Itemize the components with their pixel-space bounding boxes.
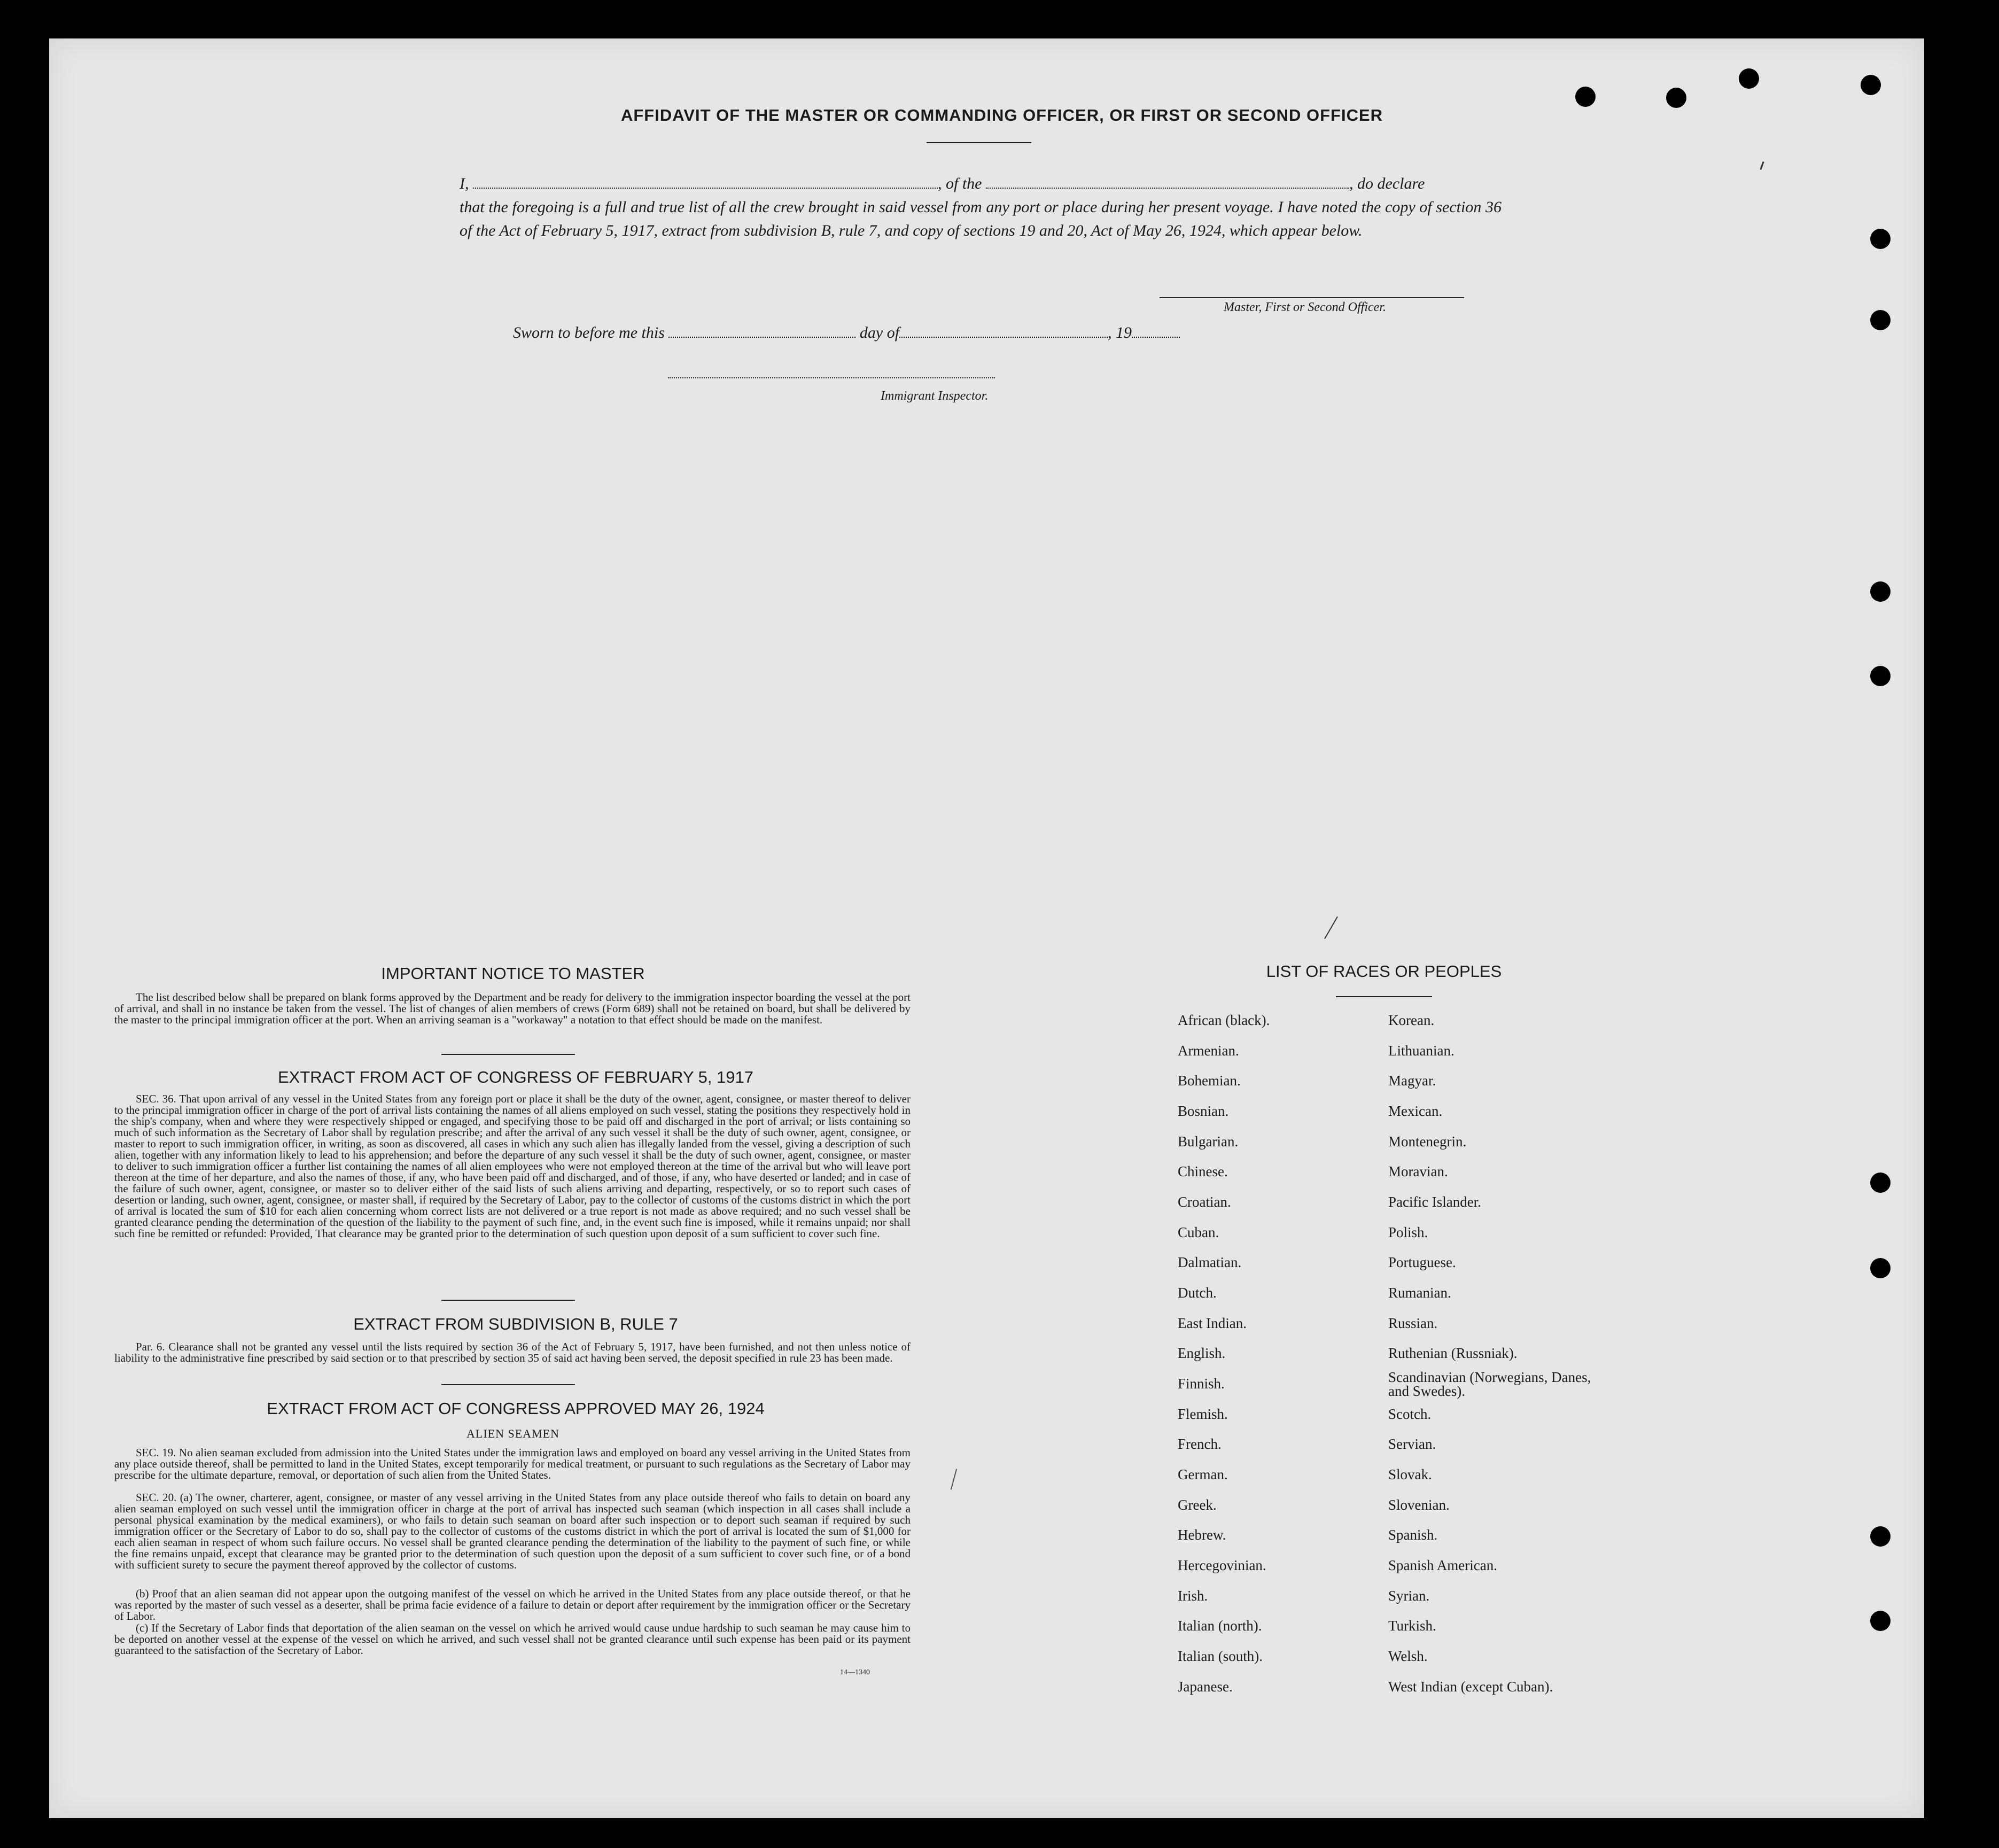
punch-hole [1666,88,1686,108]
punch-hole [1870,229,1891,249]
race-item: Greek. [1178,1497,1217,1513]
race-item: Irish. [1178,1588,1208,1604]
race-item: Spanish American. [1388,1557,1497,1573]
extract-rule7-title: EXTRACT FROM SUBDIVISION B, RULE 7 [353,1315,678,1333]
race-item: Welsh. [1388,1648,1428,1664]
inspector-label: Immigrant Inspector. [881,389,989,403]
race-item: Japanese. [1178,1679,1233,1695]
race-item: Slovenian. [1388,1497,1450,1513]
affidavit-line1: I, , of the , do declare [460,175,1425,192]
sworn-year-field[interactable] [1132,323,1180,338]
race-item: Ruthenian (Russniak). [1388,1345,1518,1361]
extract-1924-sec20a: SEC. 20. (a) The owner, charterer, agent, consignee, or master of any vessel arriving in the United States from any place outside thereof who fails to detain on board any alien seaman employed on such vessel until the immigration officer in charge at the port of arrival has inspected such seaman (which inspection in all cases shall include a personal physical examination by the medical examiners), or who fails to detain such seaman on board after such inspection or to deport such seaman if required by such immigration officer or the Secretary of Labor to do so, shall pay to the collector of customs of the customs district in which the port of arrival is located the sum of $1,000 for each alien seaman in respect of whom such failure occurs. No vessel shall be granted clearance pending the determination of the liability to the payment of such fine, or while the fine remains unpaid, except that clearance may be granted prior to the determination of such question upon the deposit of a sum sufficient to cover such fine, or of a bond with sufficient surety to secure the payment thereof approved by the collector of customs. [114,1491,911,1571]
extract-1924-sec20b: (b) Proof that an alien seaman did not appear upon the outgoing manifest of the vessel on which he arrived in the United States from any place outside thereof, or that he was reported by the master of such vessel as a deserter, shall be prima facie evidence of a failure to detain or deport after requirement by the immigration officer or the Secretary of Labor. [114,1587,911,1622]
race-item: Dutch. [1178,1285,1217,1301]
race-item: Rumanian. [1388,1285,1451,1301]
extract-1924-title: EXTRACT FROM ACT OF CONGRESS APPROVED MAY 26, 1924 [267,1399,765,1418]
races-divider [1336,996,1432,997]
section-divider [441,1384,575,1385]
punch-hole [1870,1611,1891,1631]
form-number: 14—1340 [840,1668,870,1676]
race-item: Bosnian. [1178,1103,1229,1119]
inspector-signature-line[interactable] [668,377,995,378]
race-item: Italian (south). [1178,1648,1263,1664]
sworn-day-field[interactable] [668,323,855,338]
race-item: Russian. [1388,1315,1438,1331]
punch-hole [1870,666,1891,686]
extract-1924-sec20c: (c) If the Secretary of Labor finds that deportation of the alien seaman on the vessel on which he arrived would cause undue hardship to such seaman he may cause him to be deported on another vessel at the expense of the vessel on which he arrived, and such vessel shall not be granted clearance until such expense has been paid or its payment guaranteed to the satisfaction of the Secretary of Labor. [114,1621,911,1657]
race-item: Dalmatian. [1178,1254,1242,1270]
extract-1917-title: EXTRACT FROM ACT OF CONGRESS OF FEBRUARY 5, 1917 [277,1068,754,1086]
affidavit-text [460,172,1502,243]
affidavit-title: AFFIDAVIT OF THE MASTER OR COMMANDING OFFICER, OR FIRST OR SECOND OFFICER [620,106,1383,125]
race-item: Moravian. [1388,1163,1448,1179]
race-item: East Indian. [1178,1315,1247,1331]
punch-hole [1861,75,1881,95]
declarant-name-field[interactable] [473,174,938,189]
section-divider [441,1300,575,1301]
alien-seamen-subtitle: ALIEN SEAMEN [466,1427,559,1440]
extract-1917-text: SEC. 36. That upon arrival of any vessel in the United States from any foreign port or place it shall be the duty of the owner, agent, consignee, or master thereof to deliver to the principal immigration officer in charge of the port of arrival lists containing the names of all aliens employed on such vessel, stating the positions they respectively hold in the ship's company, when and where they were respectively shipped or engaged, and specifying those to be paid off and discharged in the port of arrival; or lists containing so much of such information as the Secretary of Labor shall by regulation prescribe; and after the arrival of any such vessel it shall be the duty of such owner, agent, consignee, or master to report to such immigration officer, in writing, as soon as discovered, all cases in which any such alien has illegally landed from the vessel, giving a description of such alien, together with any information likely to lead to his apprehension; and before the departure of any such vessel it shall be the duty of such owner, agent, consignee, or master to deliver to such immigration officer a further list containing the names of all alien employees who were not employed thereon at the time of the arrival but who will leave port thereon at the time of her departure, and also the names of those, if any, who have been paid off and discharged, and of those, if any, who have deserted or landed; and in case of the failure of such owner, agent, consignee, or master so to deliver either of the said lists of such aliens arriving and departing, respectively, or so to report such cases of desertion or landing, such owner, agent, consignee, or master shall, if required by the Secretary of Labor, pay to the collector of customs of the customs district in which the port of arrival is located the sum of $10 for each alien concerning whom correct lists are not delivered or a true report is not made as above required; and no such vessel shall be granted clearance pending the determination of the question of the liability to the payment of such fine, and, in the event such fine is imposed, while it remains unpaid; nor shall such fine be remitted or refunded: Provided, That clearance may be granted prior to the determination of such question upon deposit of a sum sufficient to cover such fine. [114,1092,911,1240]
punch-hole [1870,1526,1891,1547]
vessel-name-field[interactable] [986,174,1349,189]
punch-hole [1870,1258,1891,1278]
race-item: Flemish. [1178,1406,1228,1422]
punch-hole [1870,310,1891,330]
race-item: Scotch. [1388,1406,1432,1422]
race-item: Polish. [1388,1224,1428,1240]
master-signature-label: Master, First or Second Officer. [1224,300,1386,314]
punch-hole [1870,581,1891,602]
race-item: Croatian. [1178,1194,1231,1210]
notice-title: IMPORTANT NOTICE TO MASTER [381,964,645,983]
race-item: Armenian. [1178,1043,1239,1059]
race-item: Finnish. [1178,1376,1225,1392]
race-item: Servian. [1388,1436,1436,1452]
race-item: Pacific Islander. [1388,1194,1481,1210]
title-divider [927,142,1031,143]
race-item: Hercegovinian. [1178,1557,1266,1573]
race-item: Italian (north). [1178,1618,1262,1634]
race-item: French. [1178,1436,1222,1452]
race-item: African (black). [1178,1012,1270,1028]
race-item: Korean. [1388,1012,1435,1028]
race-item: Mexican. [1388,1103,1443,1119]
race-item: Slovak. [1388,1466,1432,1482]
races-title: LIST OF RACES OR PEOPLES [1266,962,1502,981]
extract-1924-sec19: SEC. 19. No alien seaman excluded from admission into the United States under the immigration laws and employed on board any vessel arriving in the United States from any place outside thereof, shall be permitted to land in the United States, except temporarily for medical treatment, or pursuant to such regulations as the Secretary of Labor may prescribe for the ultimate departure, removal, or deportation of such alien from the United States. [114,1446,911,1481]
race-item: German. [1178,1466,1228,1482]
affidavit-body: that the foregoing is a full and true list of all the crew brought in said vessel from any port or place during her present voyage. I have noted the copy of section 36 of the Act of February 5, 1917, extract from subdivision B, rule 7, and copy of sections 19 and 20, Act of May 26, 1924, which appear below. [460,198,1502,239]
race-item: Lithuanian. [1388,1043,1454,1059]
punch-hole [1739,68,1759,89]
race-item: Magyar. [1388,1073,1436,1089]
extract-rule7-text: Par. 6. Clearance shall not be granted any vessel until the lists required by section 36 of the Act of February 5, 1917, have been furnished, and not then unless notice of liability to the administrative fine prescribed by said section or to that prescribed by section 35 of said act having been served, the deposit specified in rule 23 has been made. [114,1340,911,1364]
race-item: Hebrew. [1178,1527,1226,1543]
race-item: Chinese. [1178,1163,1228,1179]
race-item: Syrian. [1388,1588,1430,1604]
race-item: Bulgarian. [1178,1133,1239,1150]
notice-text: The list described below shall be prepared on blank forms approved by the Department and be ready for delivery to the immigration inspector boarding the vessel at the port of arrival, and shall in no instance be taken from the vessel. The list of changes of alien members of crews (Form 689) shall not be retained on board, but shall be delivered by the master to the principal immigration officer at the port. When an arriving seaman is a "workaway" a notation to that effect should be made on the manifest. [114,991,911,1026]
section-divider [441,1054,575,1055]
race-item: Montenegrin. [1388,1133,1467,1150]
race-item: Cuban. [1178,1224,1219,1240]
race-item: Spanish. [1388,1527,1438,1543]
master-signature-line[interactable] [1160,297,1464,298]
race-item: Turkish. [1388,1618,1436,1634]
sworn-month-field[interactable] [899,323,1108,338]
race-item: West Indian (except Cuban). [1388,1679,1553,1695]
race-item: Scandinavian (Norwegians, Danes, and Swedes). [1388,1369,1591,1399]
race-item: Bohemian. [1178,1073,1241,1089]
race-item: Portuguese. [1388,1254,1456,1270]
sworn-line: Sworn to before me this day of , 19 [513,323,1180,342]
race-item: English. [1178,1345,1226,1361]
punch-hole [1575,87,1596,107]
punch-hole [1870,1173,1891,1193]
